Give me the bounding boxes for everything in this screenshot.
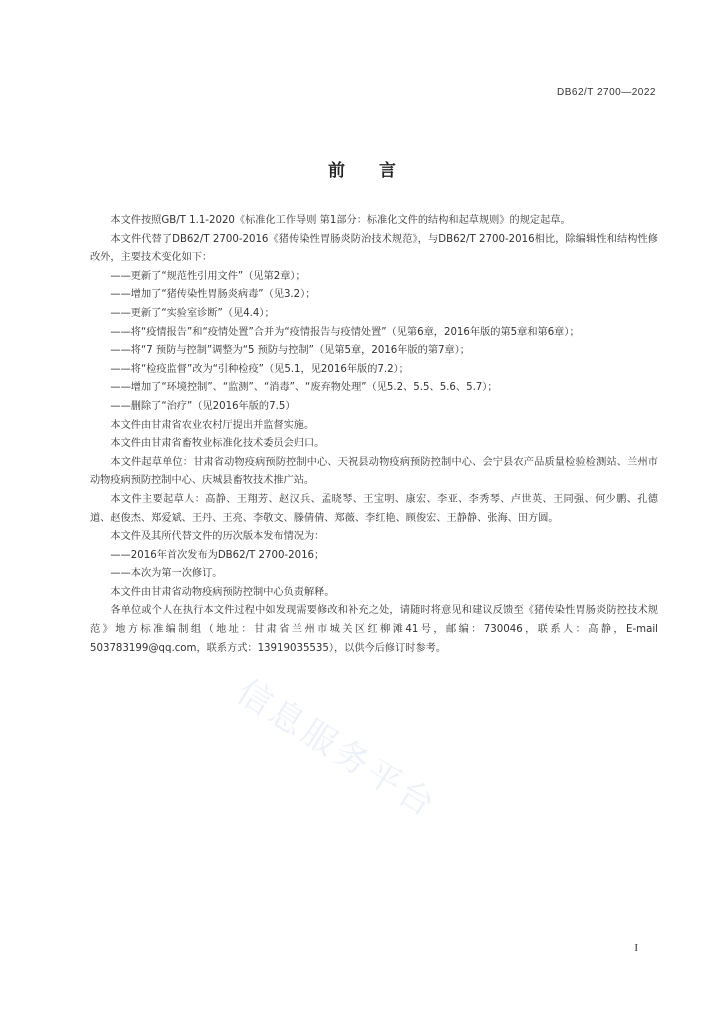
paragraph-committee: 本文件由甘肃省畜牧业标准化技术委员会归口。 bbox=[110, 438, 325, 450]
paragraph-drafting-units: 本文件起草单位：甘肃省动物疫病预防控制中心、天祝县动物疫病预防控制中心、会宁县农产品质量检验检测站、兰州市动物疫病预防控制中心、庆城县畜牧技术推广站。 bbox=[90, 456, 658, 487]
page-title: 前言 bbox=[328, 161, 430, 181]
paragraph-proposer: 本文件由甘肃省农业农村厅提出并监督实施。 bbox=[110, 419, 315, 431]
history-item: ——本次为第一次修订。 bbox=[110, 568, 223, 580]
paragraph-drafters: 本文件主要起草人：高静、王翔芳、赵汉兵、孟晓琴、王宝明、康宏、李亚、李秀琴、卢世英、王同强、何少鹏、孔德道、赵俊杰、郑爱斌、王丹、王亮、李敬文、滕倩倩、郑薇、李红艳、顾俊宏、王静静、张海、田方圆。 bbox=[90, 493, 658, 524]
change-item: ——增加了“猪传染性胃肠炎病毒”（见3.2）； bbox=[110, 289, 316, 301]
change-item: ——更新了“实验室诊断”（见4.4）； bbox=[110, 307, 275, 319]
paragraph-interpretation: 本文件由甘肃省动物疫病预防控制中心负责解释。 bbox=[110, 586, 335, 598]
change-item: ——删除了“治疗”（见2016年版的7.5） bbox=[110, 400, 296, 412]
document-code: DB62/T 2700—2022 bbox=[557, 87, 656, 98]
change-item: ——更新了“规范性引用文件”（见第2章）； bbox=[110, 270, 306, 282]
change-item: ——将“疫情报告”和“疫情处置”合并为“疫情报告与疫情处置”（见第6章，2016年版的第5章和第6章）； bbox=[110, 326, 580, 338]
change-item: ——增加了“环境控制”、“监测”、“消毒”、“废弃物处理”（见5.2、5.5、5.6、5.7）； bbox=[110, 382, 498, 394]
change-item: ——将“7 预防与控制”调整为“5 预防与控制”（见第5章，2016年版的第7章）； bbox=[110, 345, 470, 357]
paragraph-history: 本文件及其所代替文件的历次版本发布情况为： bbox=[110, 531, 325, 543]
page-number: I bbox=[634, 942, 638, 954]
document-body bbox=[90, 212, 658, 658]
change-item: ——将“检疫监督”改为“引种检疫”（见5.1，见2016年版的7.2）； bbox=[110, 363, 409, 375]
paragraph-replacement: 本文件代替了DB62/T 2700-2016《猪传染性胃肠炎防治技术规范》，与DB62/T 2700-2016相比，除编辑性和结构性修改外，主要技术变化如下： bbox=[90, 233, 658, 264]
paragraph-feedback: 各单位或个人在执行本文件过程中如发现需要修改和补充之处，请随时将意见和建议反馈至《猪传染性胃肠炎防控技术规范》地方标准编制组（地址：甘肃省兰州市城关区红柳滩41号，邮编：730046，联系人：高静，E-mail 503783199@qq.com，联系方式：13919035535），以供今后修订时参考。 bbox=[90, 605, 658, 654]
history-item: ——2016年首次发布为DB62/T 2700-2016； bbox=[110, 549, 325, 561]
paragraph-drafting-rules: 本文件按照GB/T 1.1-2020《标准化工作导则 第1部分：标准化文件的结构和起草规则》的规定起草。 bbox=[110, 215, 571, 226]
watermark-text: 信息服务平台 bbox=[229, 671, 445, 827]
